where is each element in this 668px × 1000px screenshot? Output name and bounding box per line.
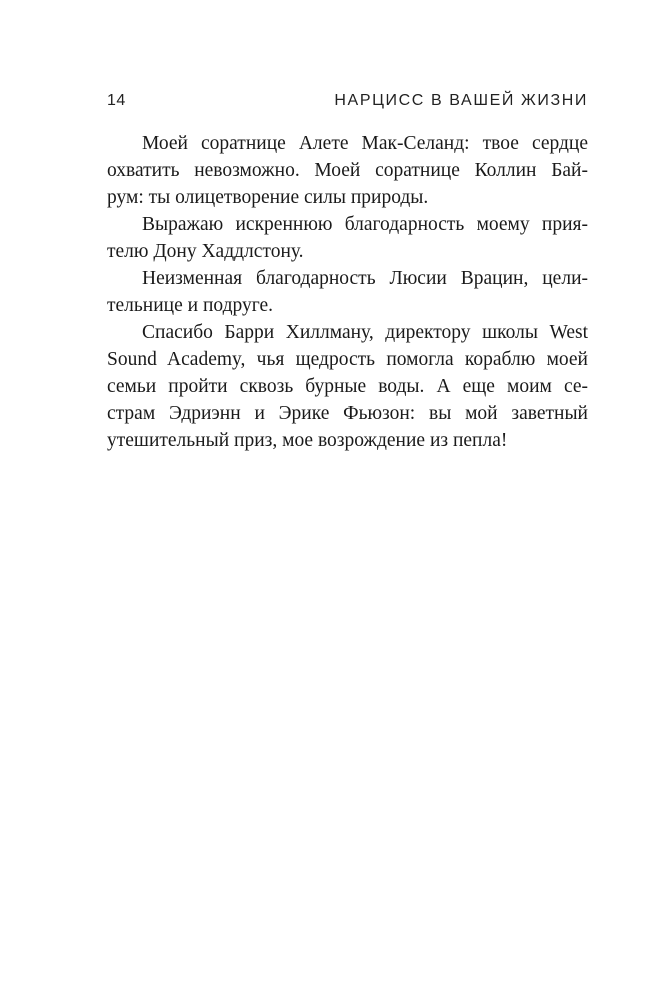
acknowledgements-text [107,130,588,454]
text-line: Моей соратнице Алете Мак-Селанд: твое сердце [142,133,588,154]
text-line: Спасибо Барри Хиллману, директору школы West [142,322,588,343]
text-line: тельнице и подруге. [107,295,274,316]
text-line: рум: ты олицетворение силы природы. [107,187,429,208]
running-header [107,92,588,110]
text-line: Sound Academy, чья щедрость помогла кораблю моей [107,349,588,370]
paragraph [107,319,588,454]
text-line: страм Эдриэнн и Эрике Фьюзон: вы мой заветный [107,403,588,424]
text-line: телю Дону Хаддлстону. [107,241,304,262]
paragraph [107,265,588,319]
paragraph [107,130,588,211]
running-title: НАРЦИСС В ВАШЕЙ ЖИЗНИ [334,92,588,109]
paragraph [107,211,588,265]
text-line: утешительный приз, мое возрождение из пепла! [107,430,508,451]
text-line: Неизменная благодарность Люсии Врацин, цели- [142,268,588,289]
text-line: семьи пройти сквозь бурные воды. А еще моим се- [107,376,588,397]
text-line: охватить невозможно. Моей соратнице Коллин Бай- [107,160,588,181]
page-number: 14 [107,92,126,109]
text-line: Выражаю искреннюю благодарность моему прия- [142,214,588,235]
